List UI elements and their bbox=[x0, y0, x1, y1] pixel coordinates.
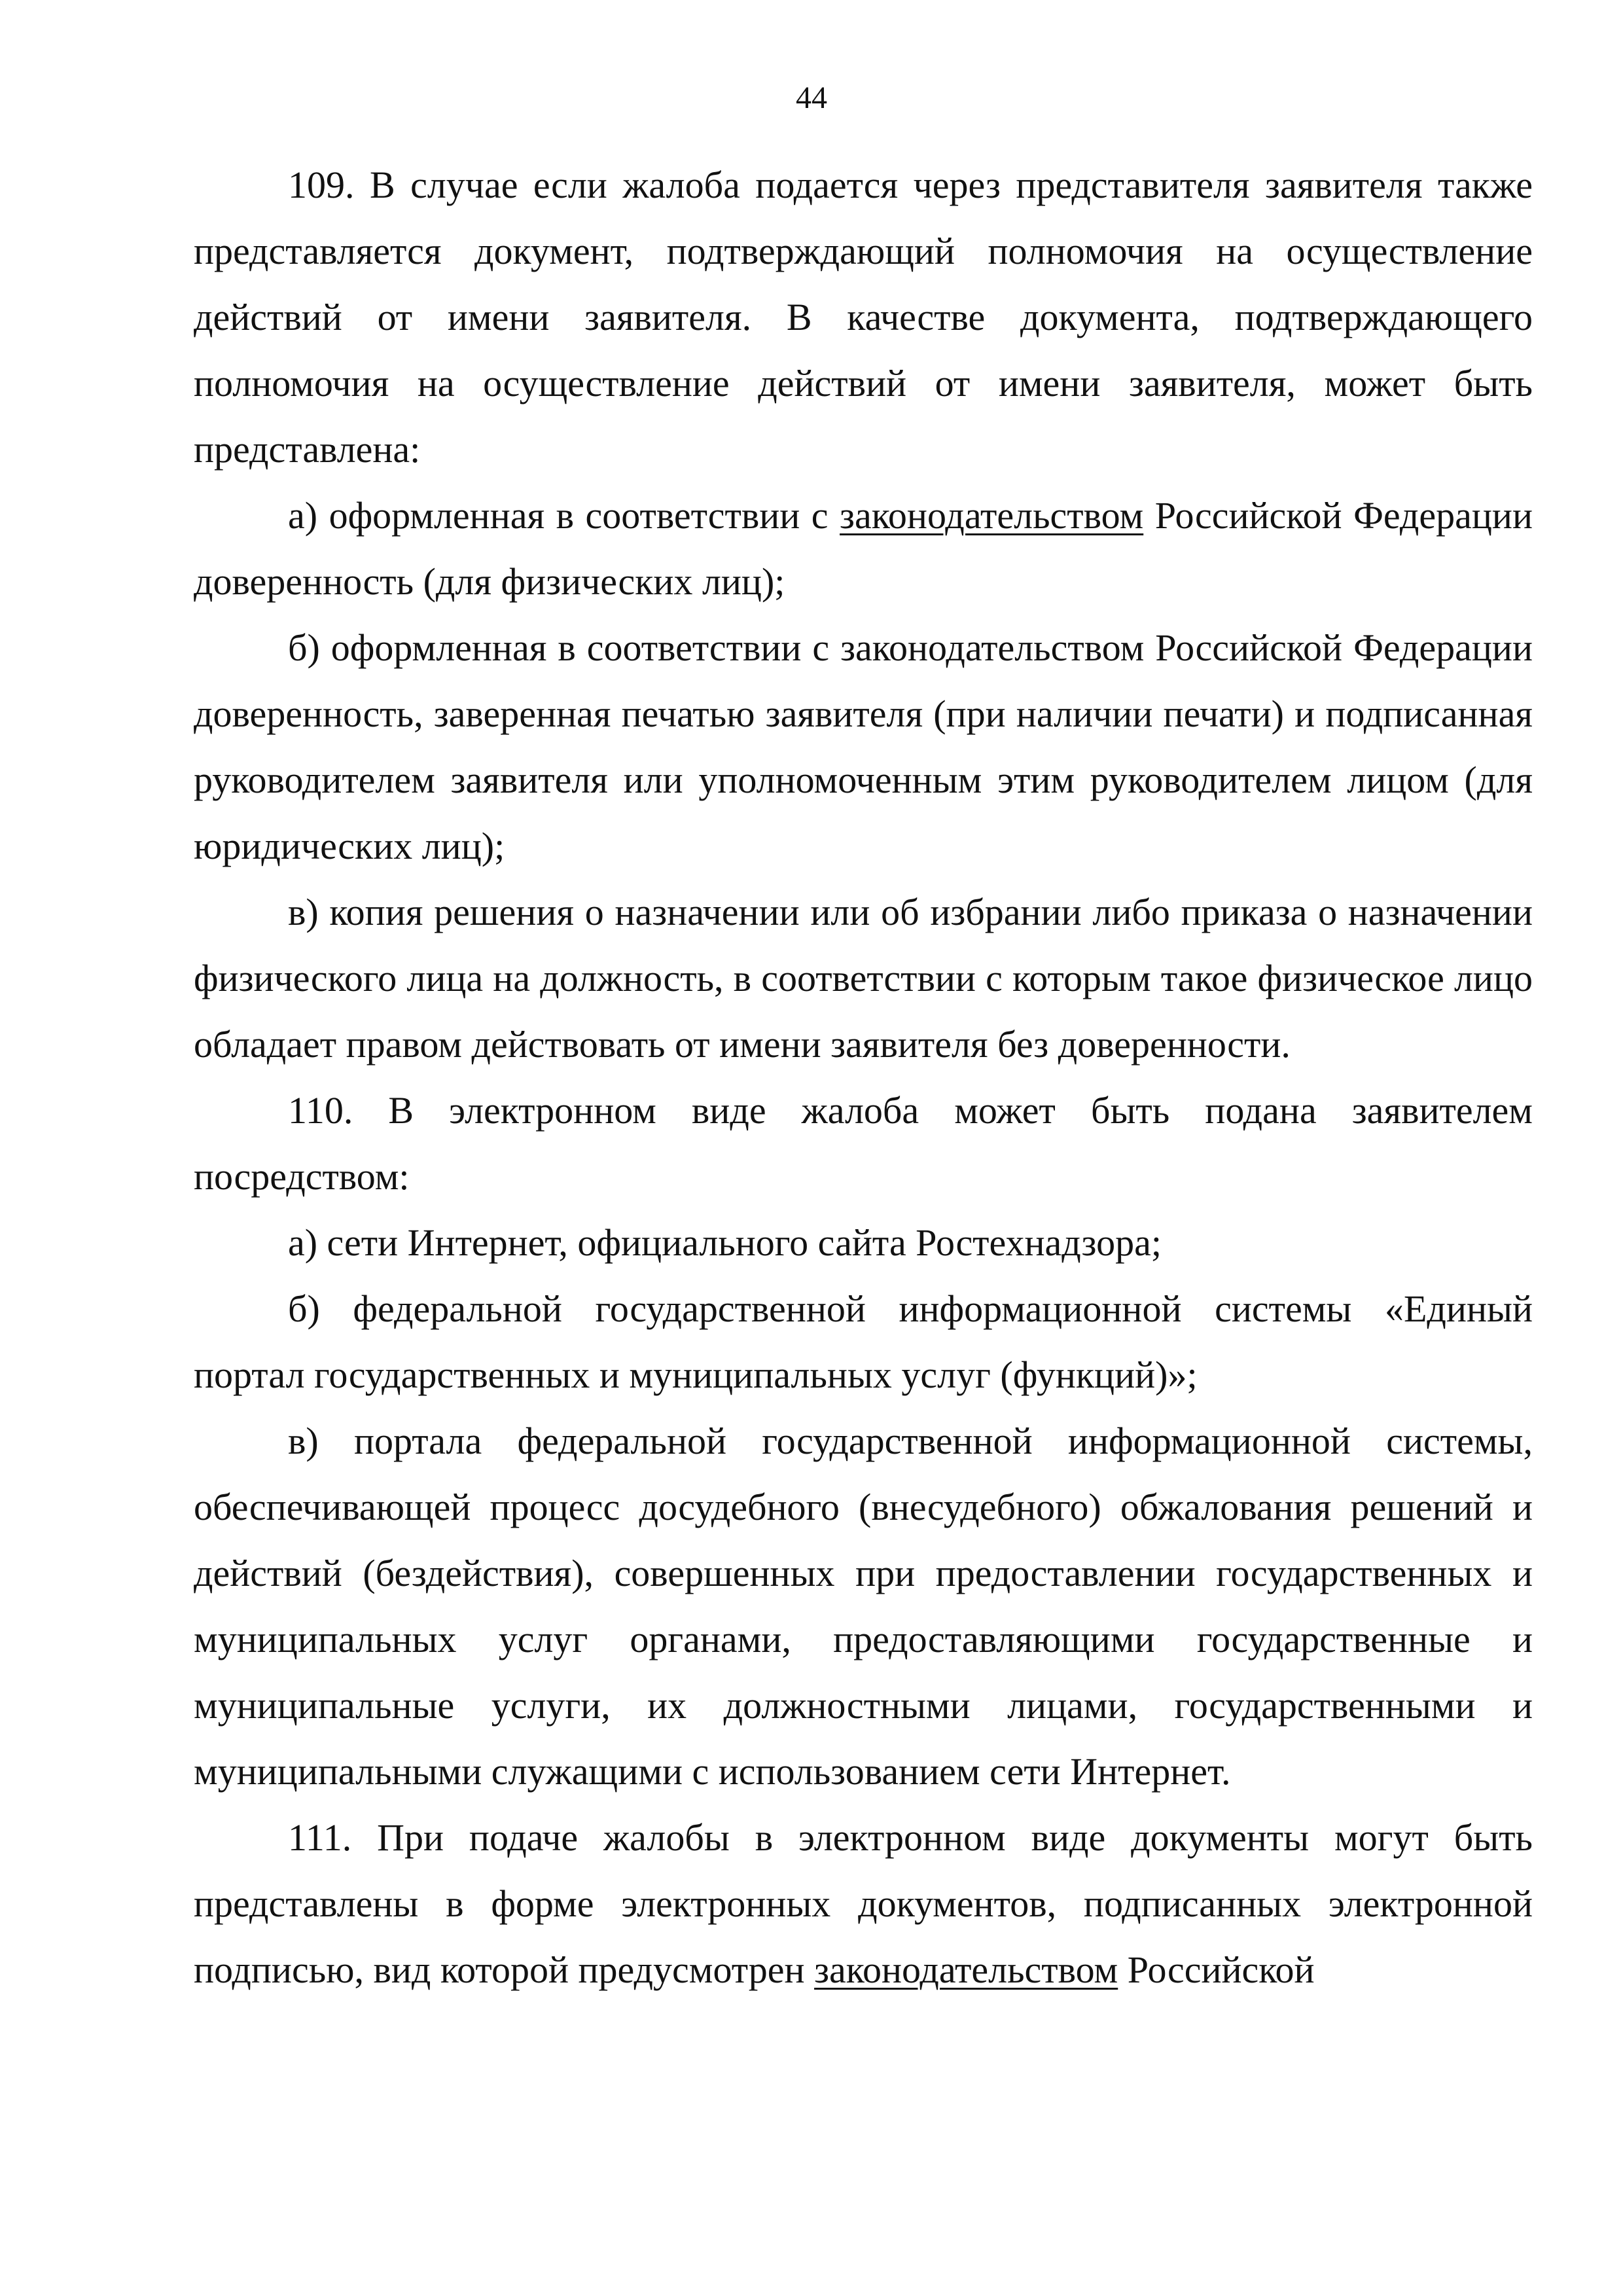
page-number: 44 bbox=[796, 81, 827, 115]
paragraph-109-a-before: а) оформленная в соответствии с bbox=[288, 494, 840, 537]
legislation-link[interactable]: законодательством bbox=[814, 1948, 1118, 1991]
paragraph-111-after: Российской bbox=[1118, 1948, 1315, 1991]
document-body bbox=[194, 152, 1533, 2003]
paragraph-111-before: 111. При подаче жалобы в электронном виде документы могут быть представлены в форме электронных документов, подписанных электронной подписью, вид которой предусмотрен bbox=[194, 1816, 1533, 1991]
paragraph-111 bbox=[194, 1804, 1533, 2003]
paragraph-110-v: в) портала федеральной государственной информационной системы, обеспечивающей процесс досудебного (внесудебного) обжалования решений и действий (бездействия), совершенных при предоставлении государственных и муниципальных услуг органами, предоставляющими государственные и муниципальные услуги, их должностными лицами, государственными и муниципальными служащими с использованием сети Интернет. bbox=[194, 1420, 1533, 1793]
paragraph-109-v: в) копия решения о назначении или об избрании либо приказа о назначении физического лица на должность, в соответствии с которым такое физическое лицо обладает правом действовать от имени заявителя без доверенности. bbox=[194, 891, 1533, 1066]
paragraph-109-a-after: Российской Федерации доверенность (для физических лиц); bbox=[194, 494, 1533, 603]
paragraph-110-b: б) федеральной государственной информационной системы «Единый портал государственных и муниципальных услуг (функций)»; bbox=[194, 1287, 1533, 1396]
paragraph-110: 110. В электронном виде жалоба может быть подана заявителем посредством: bbox=[194, 1089, 1533, 1198]
paragraph-109: 109. В случае если жалоба подается через представителя заявителя также представляется документ, подтверждающий полномочия на осуществление действий от имени заявителя. В качестве документа, подтверждающего полномочия на осуществление действий от имени заявителя, может быть представлена: bbox=[194, 164, 1533, 471]
legislation-link[interactable]: законодательством bbox=[840, 494, 1144, 537]
paragraph-109-a bbox=[194, 482, 1533, 615]
paragraph-109-b: б) оформленная в соответствии с законодательством Российской Федерации доверенность, заверенная печатью заявителя (при наличии печати) и подписанная руководителем заявителя или уполномоченным этим руководителем лицом (для юридических лиц); bbox=[194, 626, 1533, 867]
paragraph-110-a: а) сети Интернет, официального сайта Ростехнадзора; bbox=[288, 1221, 1162, 1264]
